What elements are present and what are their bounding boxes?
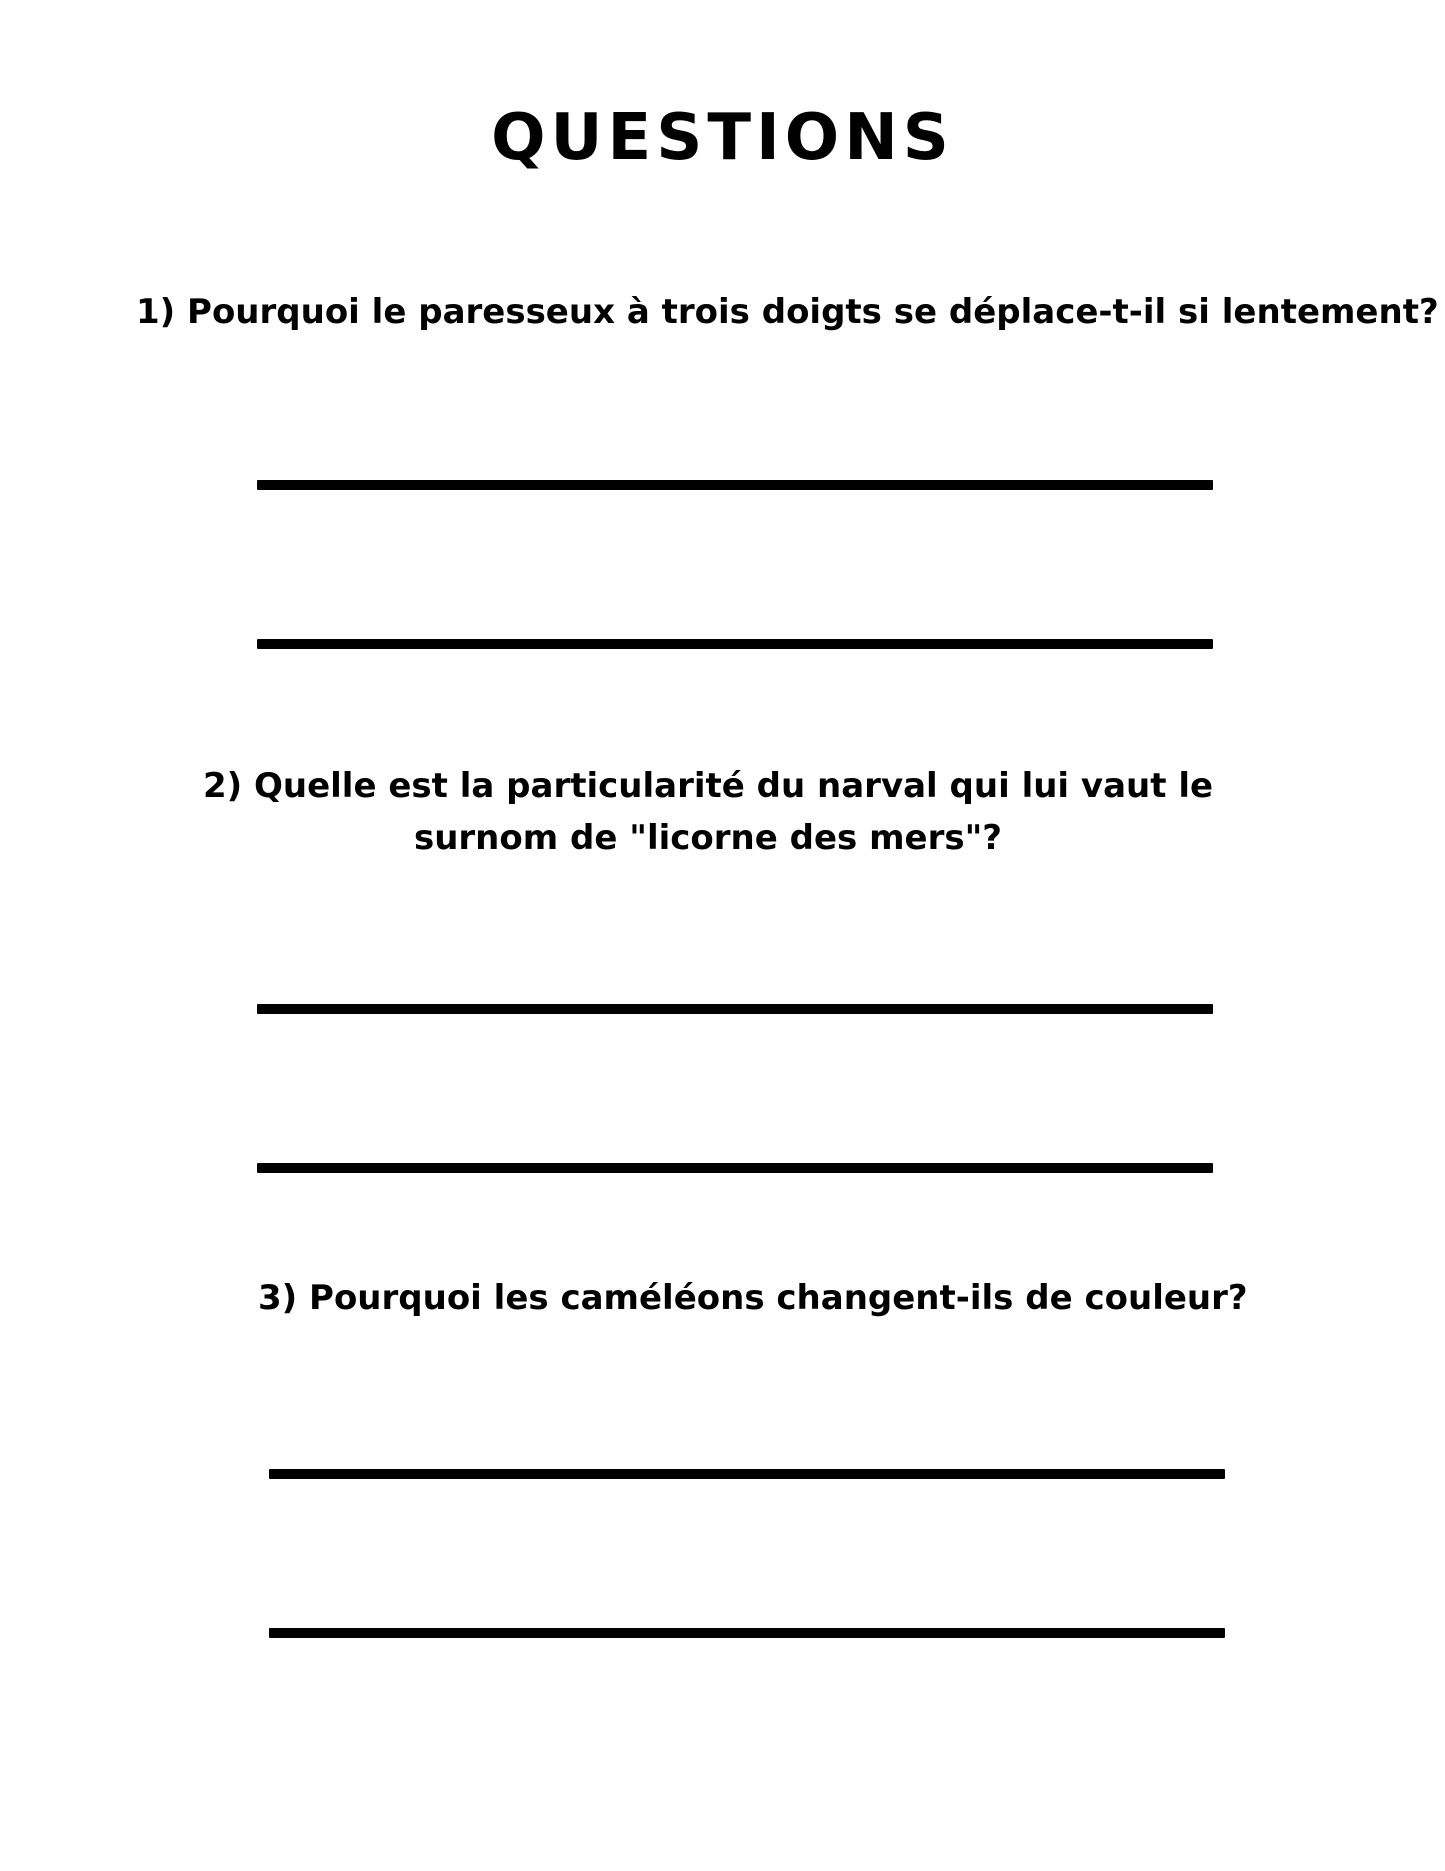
question-2: 2) Quelle est la particularité du narval qui lui vaut le surnom de "licorne des mers"? <box>202 766 1214 858</box>
answer-line-3b[interactable] <box>269 1628 1225 1638</box>
answer-line-2a[interactable] <box>257 1004 1213 1014</box>
answer-line-2b[interactable] <box>257 1163 1213 1173</box>
question-3: 3) Pourquoi les caméléons changent-ils de couleur? <box>258 1278 1248 1318</box>
page-title: QUESTIONS <box>491 101 954 175</box>
answer-line-1a[interactable] <box>257 480 1213 490</box>
answer-line-3a[interactable] <box>269 1469 1225 1479</box>
question-1: 1) Pourquoi le paresseux à trois doigts se déplace-t-il si lentement? <box>136 292 1439 332</box>
answer-line-1b[interactable] <box>257 639 1213 649</box>
